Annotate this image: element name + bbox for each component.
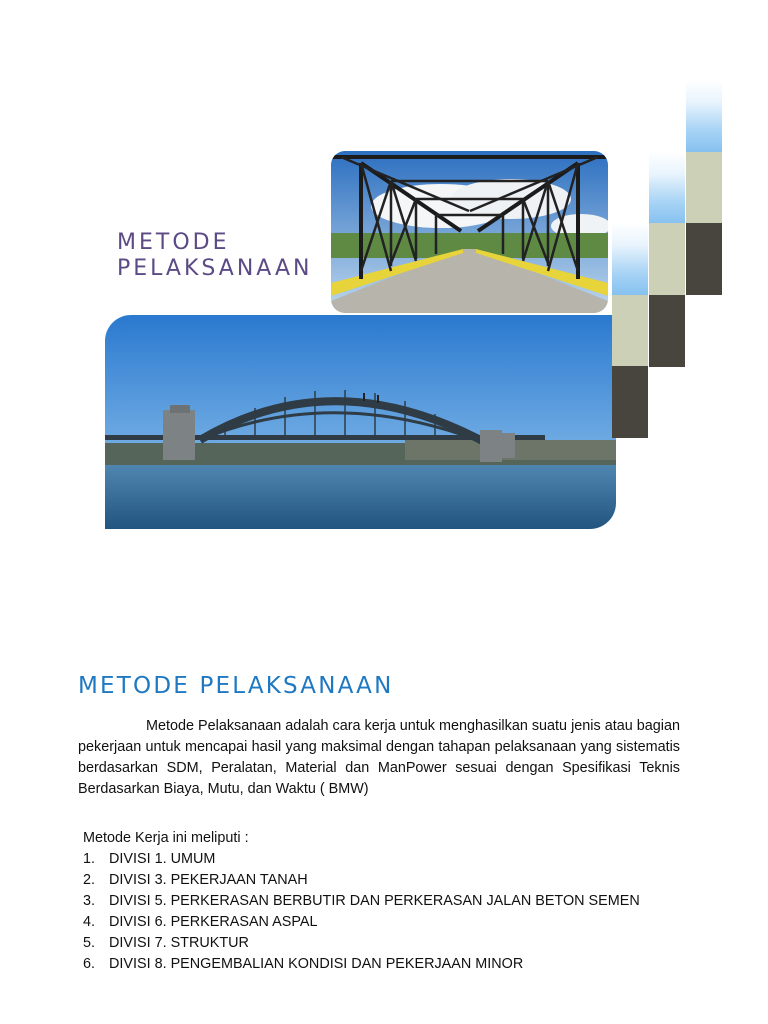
list-item [83, 954, 703, 975]
deco-square-dark-2 [649, 295, 685, 367]
list-item [83, 870, 703, 891]
list-item-number: 2. [83, 872, 96, 888]
cover-title-line-2: PELAKSANAAN [117, 256, 313, 281]
list-item-text: DIVISI 6. PERKERASAN ASPAL [109, 914, 318, 930]
harbour-bridge-photo [105, 315, 616, 529]
deco-square-blue-3 [612, 223, 648, 295]
truss-bridge-photo [331, 151, 608, 313]
section-title: METODE PELAKSANAAN [78, 673, 394, 699]
deco-square-dark-3 [612, 366, 648, 438]
list-item-text: DIVISI 1. UMUM [109, 851, 216, 867]
list-item-number: 6. [83, 956, 96, 972]
list-item-number: 1. [83, 851, 96, 867]
list-item-text: DIVISI 5. PERKERASAN BERBUTIR DAN PERKERASAN JALAN BETON SEMEN [109, 893, 640, 909]
cover-title [117, 230, 312, 282]
intro-paragraph: Metode Pelaksanaan adalah cara kerja untuk menghasilkan suatu jenis atau bagian pekerjaan untuk mencapai hasil yang maksimal dengan tahapan pelaksanaan yang sistematis berdasarkan SDM, Peralatan, Material dan ManPower sesuai dengan Spesifikasi Teknis Berdasarkan Biaya, Mutu, dan Waktu ( BMW) [78, 718, 680, 797]
list-item-text: DIVISI 7. STRUKTUR [109, 935, 249, 951]
deco-square-sage-1 [686, 152, 722, 224]
list-item-number: 3. [83, 893, 96, 909]
cover-title-line-1: METODE [117, 230, 230, 255]
list-item-number: 5. [83, 935, 96, 951]
list-item-text: DIVISI 3. PEKERJAAN TANAH [109, 872, 308, 888]
list-item [83, 912, 703, 933]
list-item-number: 4. [83, 914, 96, 930]
methods-intro: Metode Kerja ini meliputi : [83, 830, 249, 846]
deco-square-blue-1 [686, 80, 722, 152]
deco-square-sage-2 [649, 223, 685, 295]
list-item [83, 849, 703, 870]
deco-square-blue-2 [649, 152, 685, 224]
list-item-text: DIVISI 8. PENGEMBALIAN KONDISI DAN PEKERJAAN MINOR [109, 956, 524, 972]
list-item [83, 891, 703, 912]
deco-square-sage-3 [612, 295, 648, 367]
list-item [83, 933, 703, 954]
deco-square-dark-1 [686, 223, 722, 295]
methods-list [83, 849, 703, 975]
methods-block [83, 828, 703, 975]
